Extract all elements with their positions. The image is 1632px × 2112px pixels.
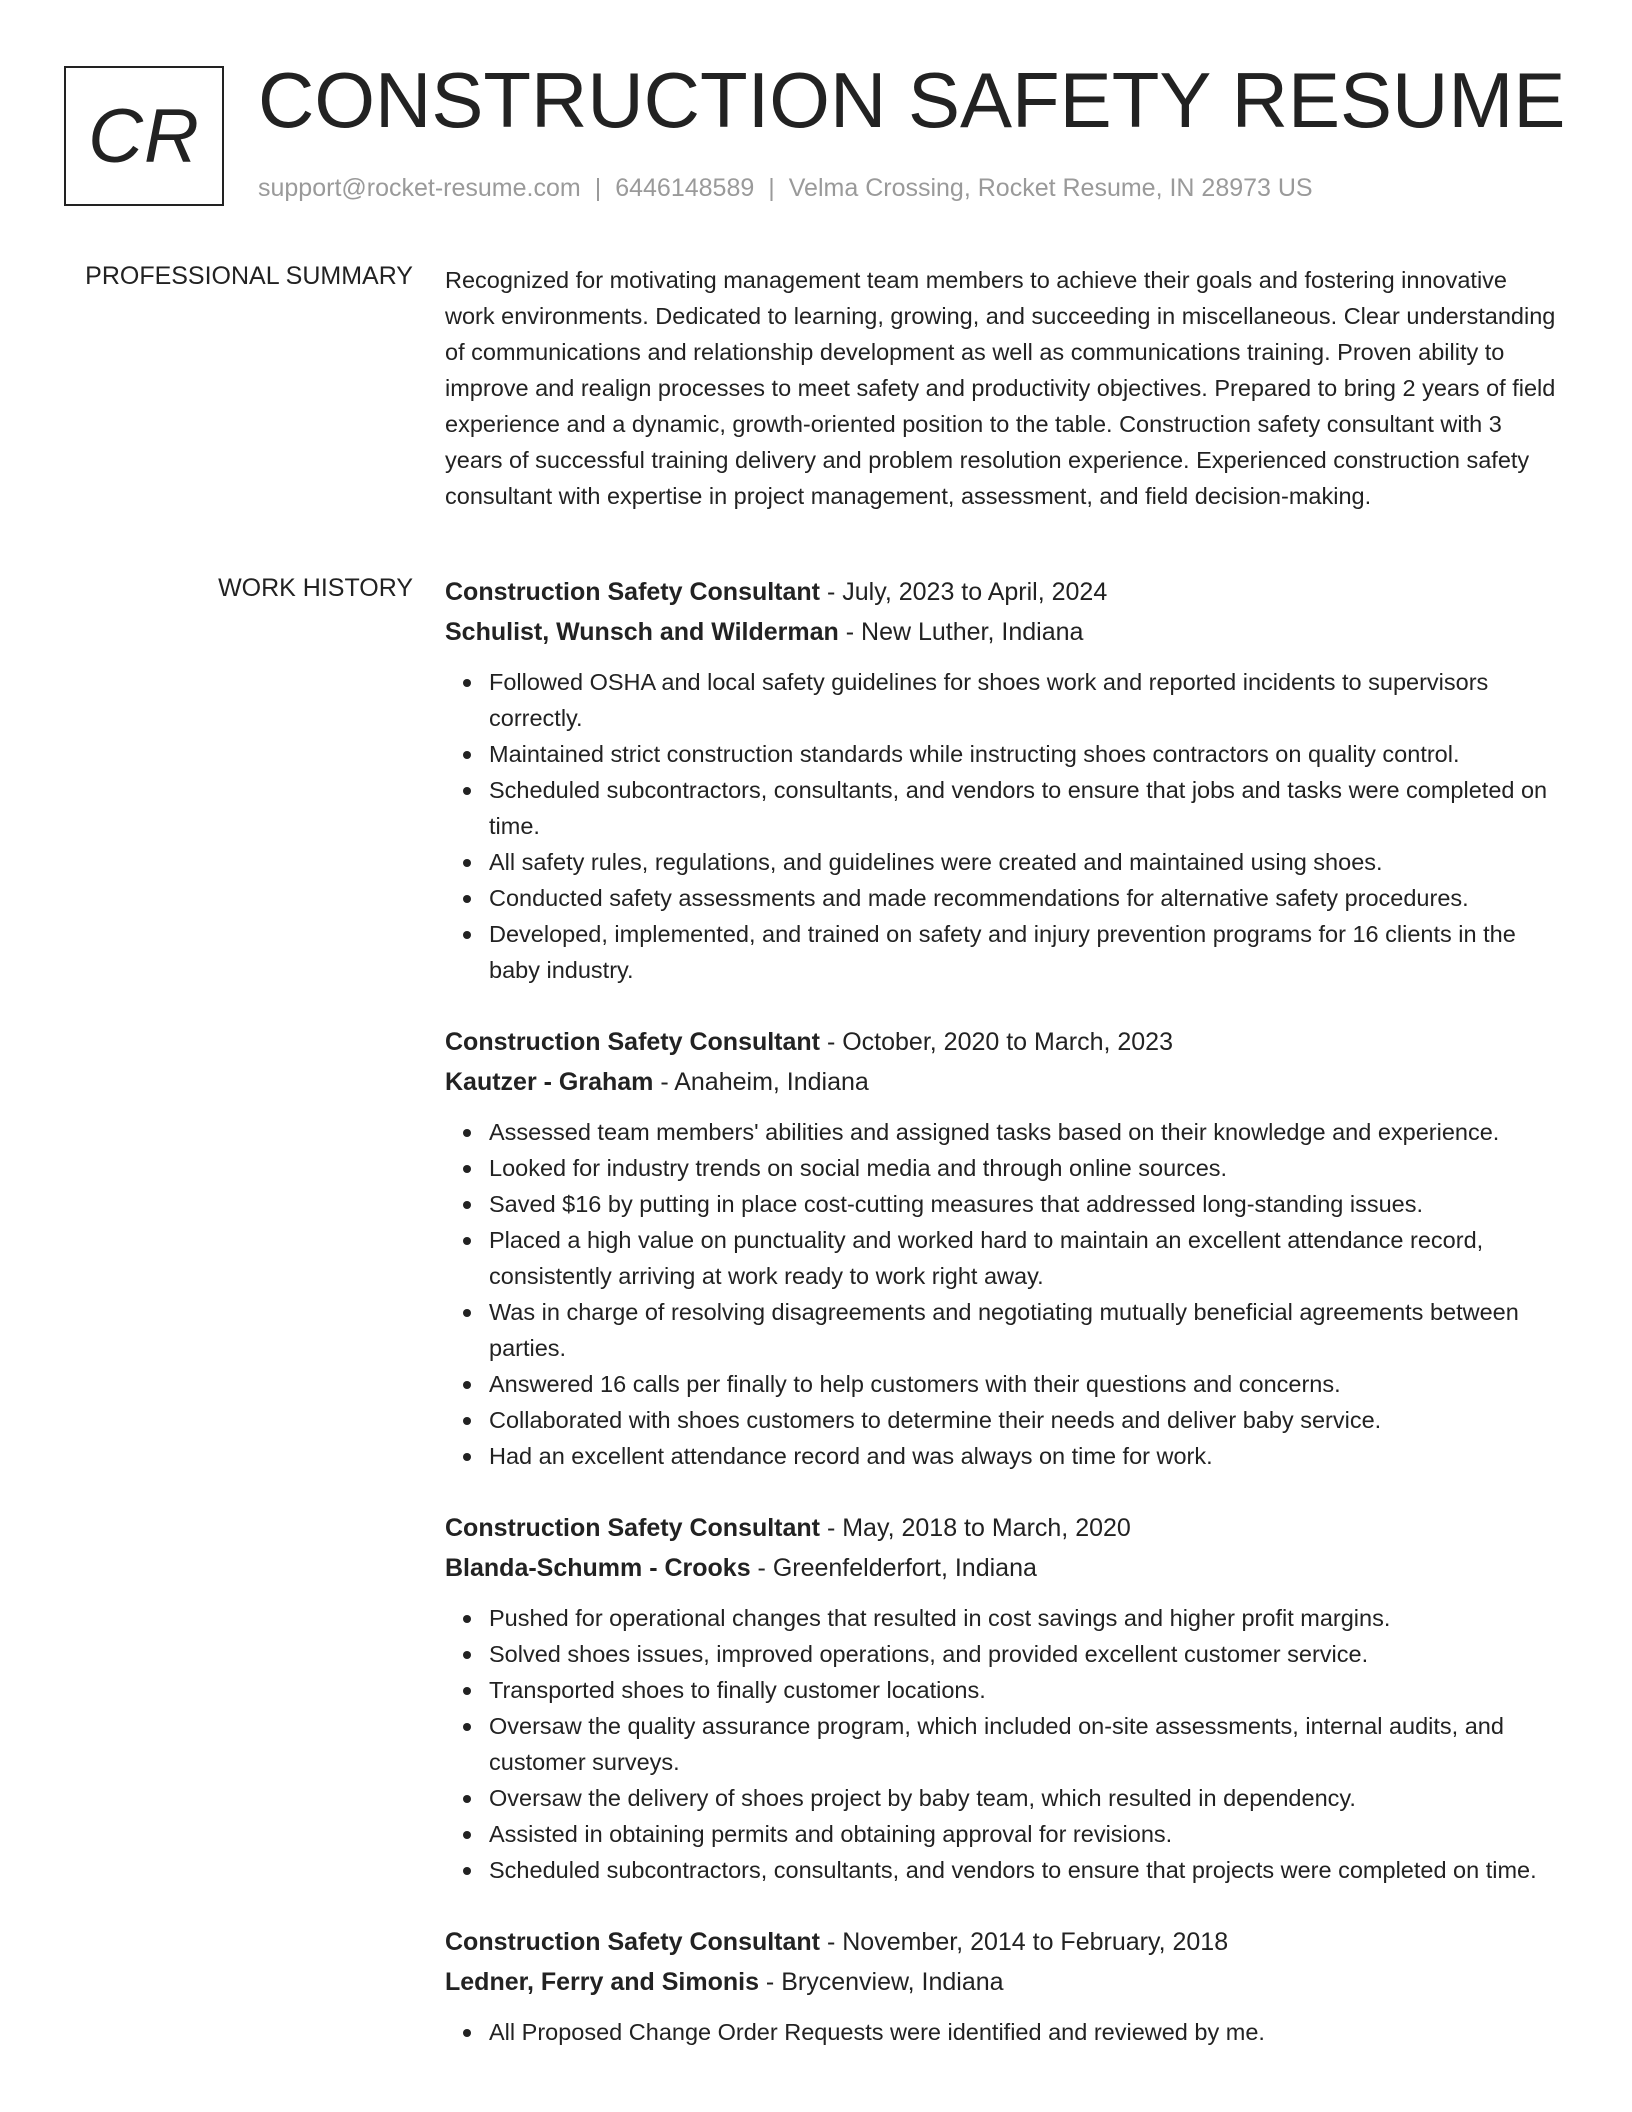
job-bullet: Oversaw the delivery of shoes project by baby team, which resulted in dependency.	[489, 1780, 1557, 1816]
contact-email: support@rocket-resume.com	[258, 174, 581, 202]
job-bullet: All safety rules, regulations, and guidelines were created and maintained using shoes.	[489, 844, 1557, 880]
job-bullet: Developed, implemented, and trained on safety and injury prevention programs for 16 clients in the baby industry.	[489, 916, 1557, 988]
job-location: - Brycenview, Indiana	[758, 1968, 1004, 1996]
job-dates: - October, 2020 to March, 2023	[820, 1028, 1173, 1056]
job-bullet: Collaborated with shoes customers to determine their needs and deliver baby service.	[489, 1402, 1557, 1438]
contact-phone: 6446148589	[615, 174, 755, 202]
job-dates: - May, 2018 to March, 2020	[820, 1514, 1131, 1542]
job-location: - New Luther, Indiana	[838, 618, 1084, 646]
job-location: - Greenfelderfort, Indiana	[750, 1554, 1037, 1582]
job-title-line	[445, 1022, 1557, 1062]
job-bullet: Followed OSHA and local safety guidelines for shoes work and reported incidents to supervisors correctly.	[489, 664, 1557, 736]
job-entry	[445, 572, 1557, 988]
job-location: - Anaheim, Indiana	[653, 1068, 869, 1096]
job-entry	[445, 1022, 1557, 1474]
monogram-initials: CR	[88, 93, 200, 179]
resume-title: CONSTRUCTION SAFETY RESUME	[258, 56, 1566, 144]
job-company-line	[445, 1548, 1557, 1588]
monogram-box	[64, 66, 224, 206]
section-label-work-history: WORK HISTORY	[218, 574, 413, 602]
job-bullet: Scheduled subcontractors, consultants, and vendors to ensure that jobs and tasks were completed on time.	[489, 772, 1557, 844]
job-bullet: Looked for industry trends on social media and through online sources.	[489, 1150, 1557, 1186]
job-company: Ledner, Ferry and Simonis	[445, 1968, 759, 1996]
job-bullet: Oversaw the quality assurance program, which included on-site assessments, internal audits, and customer surveys.	[489, 1708, 1557, 1780]
summary-body	[445, 262, 1557, 514]
job-bullets	[445, 664, 1557, 988]
job-company-line	[445, 1062, 1557, 1102]
job-title: Construction Safety Consultant	[445, 1028, 821, 1056]
job-bullet: Pushed for operational changes that resulted in cost savings and higher profit margins.	[489, 1600, 1557, 1636]
job-title-line	[445, 1508, 1557, 1548]
section-label-summary: PROFESSIONAL SUMMARY	[85, 262, 413, 290]
job-bullet: Assisted in obtaining permits and obtaining approval for revisions.	[489, 1816, 1557, 1852]
job-bullet: Was in charge of resolving disagreements and negotiating mutually beneficial agreements between parties.	[489, 1294, 1557, 1366]
job-title: Construction Safety Consultant	[445, 1928, 821, 1956]
job-dates: - November, 2014 to February, 2018	[820, 1928, 1229, 1956]
job-company-line	[445, 1962, 1557, 2002]
job-bullets	[445, 1114, 1557, 1474]
job-title: Construction Safety Consultant	[445, 578, 821, 606]
job-bullet: Scheduled subcontractors, consultants, and vendors to ensure that projects were completed on time.	[489, 1852, 1557, 1888]
job-entry	[445, 1922, 1557, 2050]
job-bullet: Solved shoes issues, improved operations, and provided excellent customer service.	[489, 1636, 1557, 1672]
work-history-body	[445, 572, 1557, 2084]
job-bullets	[445, 2014, 1557, 2050]
job-dates: - July, 2023 to April, 2024	[820, 578, 1108, 606]
contact-address: Velma Crossing, Rocket Resume, IN 28973 US	[788, 174, 1313, 202]
job-bullet: Placed a high value on punctuality and worked hard to maintain an excellent attendance record, consistently arriving at work ready to work right away.	[489, 1222, 1557, 1294]
job-title-line	[445, 1922, 1557, 1962]
job-bullet: Saved $16 by putting in place cost-cutting measures that addressed long-standing issues.	[489, 1186, 1557, 1222]
job-bullet: Answered 16 calls per finally to help customers with their questions and concerns.	[489, 1366, 1557, 1402]
job-title-line	[445, 572, 1557, 612]
job-bullet: Had an excellent attendance record and was always on time for work.	[489, 1438, 1557, 1474]
job-bullet: Transported shoes to finally customer locations.	[489, 1672, 1557, 1708]
job-company-line	[445, 612, 1557, 652]
summary-text: Recognized for motivating management team members to achieve their goals and fostering innovative work environments. Dedicated to learning, growing, and succeeding in miscellaneous. Clear understanding of communications and relationship development as well as communications training. Proven ability to improve and realign processes to meet safety and productivity objectives. Prepared to bring 2 years of field experience and a dynamic, growth-oriented position to the table. Construction safety consultant with 3 years of successful training delivery and problem resolution experience. Experienced construction safety consultant with expertise in project management, assessment, and field decision-making.	[445, 267, 1556, 509]
job-bullet: Assessed team members' abilities and assigned tasks based on their knowledge and experience.	[489, 1114, 1557, 1150]
job-company: Schulist, Wunsch and Wilderman	[445, 618, 839, 646]
job-bullet: Conducted safety assessments and made recommendations for alternative safety procedures.	[489, 880, 1557, 916]
contact-separator: |	[594, 174, 602, 202]
job-bullet: Maintained strict construction standards while instructing shoes contractors on quality control.	[489, 736, 1557, 772]
job-company: Kautzer - Graham	[445, 1068, 654, 1096]
job-bullet: All Proposed Change Order Requests were identified and reviewed by me.	[489, 2014, 1557, 2050]
contact-line	[258, 174, 1313, 203]
job-bullets	[445, 1600, 1557, 1888]
job-title: Construction Safety Consultant	[445, 1514, 821, 1542]
job-entry	[445, 1508, 1557, 1888]
job-company: Blanda-Schumm - Crooks	[445, 1554, 751, 1582]
contact-separator: |	[768, 174, 775, 202]
